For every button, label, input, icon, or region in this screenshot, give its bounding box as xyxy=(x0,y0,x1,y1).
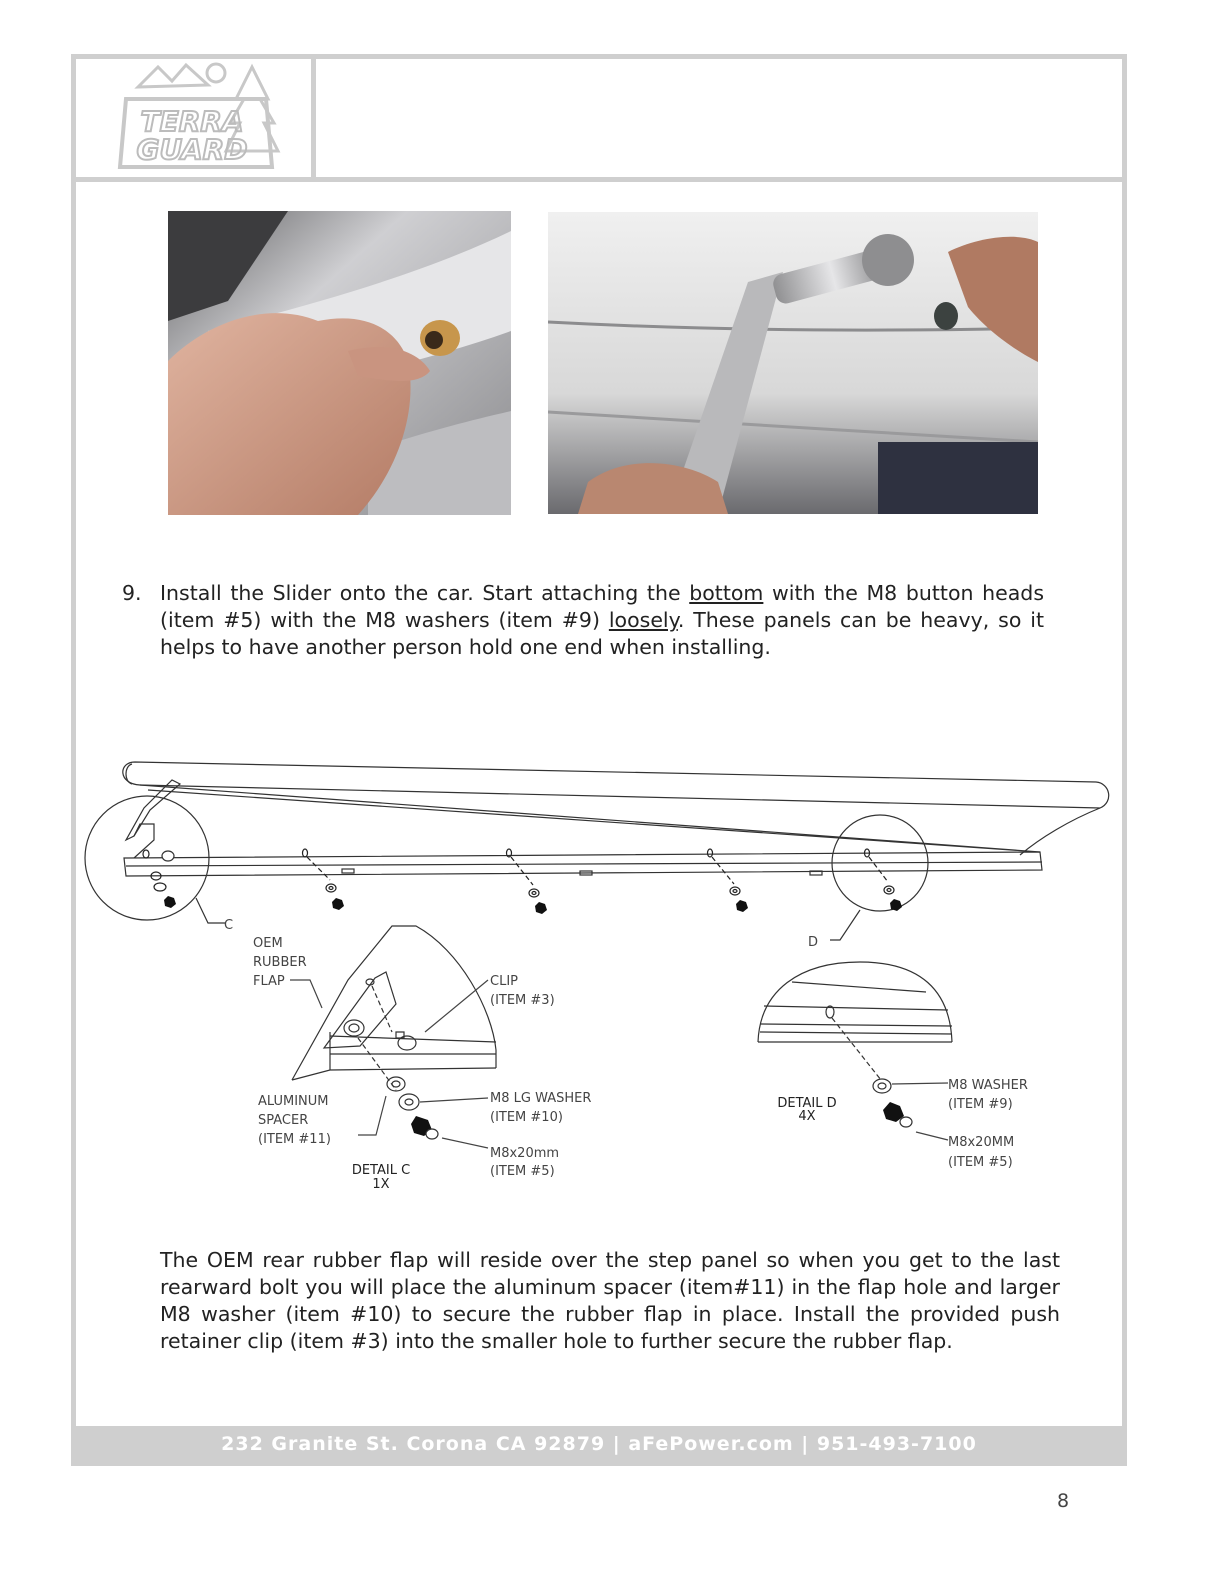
footer-contact: 232 Granite St. Corona CA 92879 | aFePower.com | 951-493-7100 xyxy=(76,1426,1122,1463)
label-m8x20mm-c-item: (ITEM #5) xyxy=(490,1164,555,1179)
label-m8x20mm-c: M8x20mm xyxy=(490,1146,560,1161)
label-m8x20mm-d: M8x20MM xyxy=(948,1135,1015,1150)
label-clip-item: (ITEM #3) xyxy=(490,993,555,1008)
step-text xyxy=(160,580,1044,661)
label-m8-washer: M8 WASHER xyxy=(948,1078,1028,1093)
label-detail-c: DETAIL C xyxy=(351,1163,411,1178)
label-m8x20mm-d-item: (ITEM #5) xyxy=(948,1155,1013,1170)
hand xyxy=(168,313,411,515)
logo-cell xyxy=(76,59,316,177)
underlined-loosely: loosely xyxy=(608,608,678,632)
label-spacer: SPACER xyxy=(258,1113,309,1128)
label-m8-lg-washer-item: (ITEM #10) xyxy=(490,1110,563,1125)
label-aluminum: ALUMINUM xyxy=(258,1094,329,1109)
header xyxy=(76,59,1122,182)
label-detail-d-qty: 4X xyxy=(798,1109,816,1124)
label-flap: FLAP xyxy=(253,974,285,989)
photo-ratchet-tighten xyxy=(548,212,1038,514)
label-rubber: RUBBER xyxy=(253,955,307,970)
step-9 xyxy=(122,580,1044,661)
label-spacer-item: (ITEM #11) xyxy=(258,1132,331,1147)
step-text-part: Install the Slider onto the car. Start attaching the xyxy=(160,581,690,605)
step-text-part: with the M8 button heads (item #5) with the M8 washers (item #9) xyxy=(160,581,1044,632)
instruction-paragraph: The OEM rear rubber flap will reside over the step panel so when you get to the last rearward bolt you will place the aluminum spacer (item#11) in the flap hole and larger M8 washer (item #10) to secure the rubber flap in place. Install the provided push retainer clip (item #3) into the smaller hole to further secure the rubber flap. xyxy=(160,1248,1060,1353)
step-text-part: . These panels can be heavy, so it helps to have another person hold one end when installing. xyxy=(160,608,1044,659)
label-m8-lg-washer: M8 LG WASHER xyxy=(490,1091,592,1106)
page-number: 8 xyxy=(1056,1490,1070,1512)
terra-guard-logo xyxy=(76,59,311,177)
installation-diagram xyxy=(80,750,1120,1200)
label-d: D xyxy=(808,935,819,950)
logo-text-terra: TERRA xyxy=(140,105,244,138)
step-number: 9. xyxy=(122,581,142,605)
label-detail-d: DETAIL D xyxy=(777,1096,837,1111)
underlined-bottom: bottom xyxy=(689,581,764,605)
label-m8-washer-item: (ITEM #9) xyxy=(948,1097,1013,1112)
label-detail-c-qty: 1X xyxy=(372,1177,390,1192)
photo-rivnut-insert xyxy=(168,211,511,515)
label-c: C xyxy=(224,918,234,933)
label-oem: OEM xyxy=(253,936,283,951)
logo-text-guard: GUARD xyxy=(136,133,248,166)
label-clip: CLIP xyxy=(490,974,518,989)
